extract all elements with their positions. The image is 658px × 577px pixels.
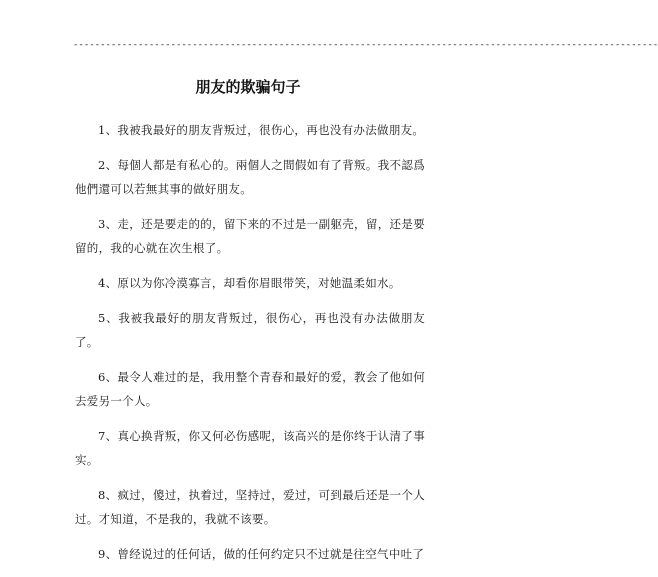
paragraph-8: 8、疯过，傻过，执着过，坚持过，爱过，可到最后还是一个人过。才知道，不是我的，我就不该要。	[75, 488, 425, 526]
paragraph-4: 4、原以为你冷漠寡言，却看你眉眼带笑，对她温柔如水。	[98, 276, 401, 290]
paragraph-2: 2、每個人都是有私心的。兩個人之間假如有了背叛。我不認爲他們還可以若無其事的做好朋友。	[75, 158, 425, 196]
paragraph-5: 5、我被我最好的朋友背叛过，很伤心，再也没有办法做朋友了。	[75, 311, 425, 349]
dashed-separator: ------------------------------------------------------------------------------------------------------------	[73, 40, 658, 50]
document-body	[75, 118, 425, 577]
paragraph-1: 1、我被我最好的朋友背叛过，很伤心，再也没有办法做朋友。	[98, 123, 425, 137]
paragraph-7: 7、真心换背叛，你又何必伤感呢，该高兴的是你终于认清了事实。	[75, 429, 425, 467]
document-title: 朋友的欺骗句子	[195, 78, 301, 96]
paragraph-3: 3、走，还是要走的的，留下来的不过是一副躯壳，留，还是要留的，我的心就在次生根了。	[75, 217, 425, 255]
paragraph-6: 6、最令人难过的是，我用整个青春和最好的爱，教会了他如何去爱另一个人。	[75, 370, 425, 408]
paragraph-9: 9、曾经说过的任何话，做的任何约定只不过就是往空气中吐了	[98, 547, 425, 561]
